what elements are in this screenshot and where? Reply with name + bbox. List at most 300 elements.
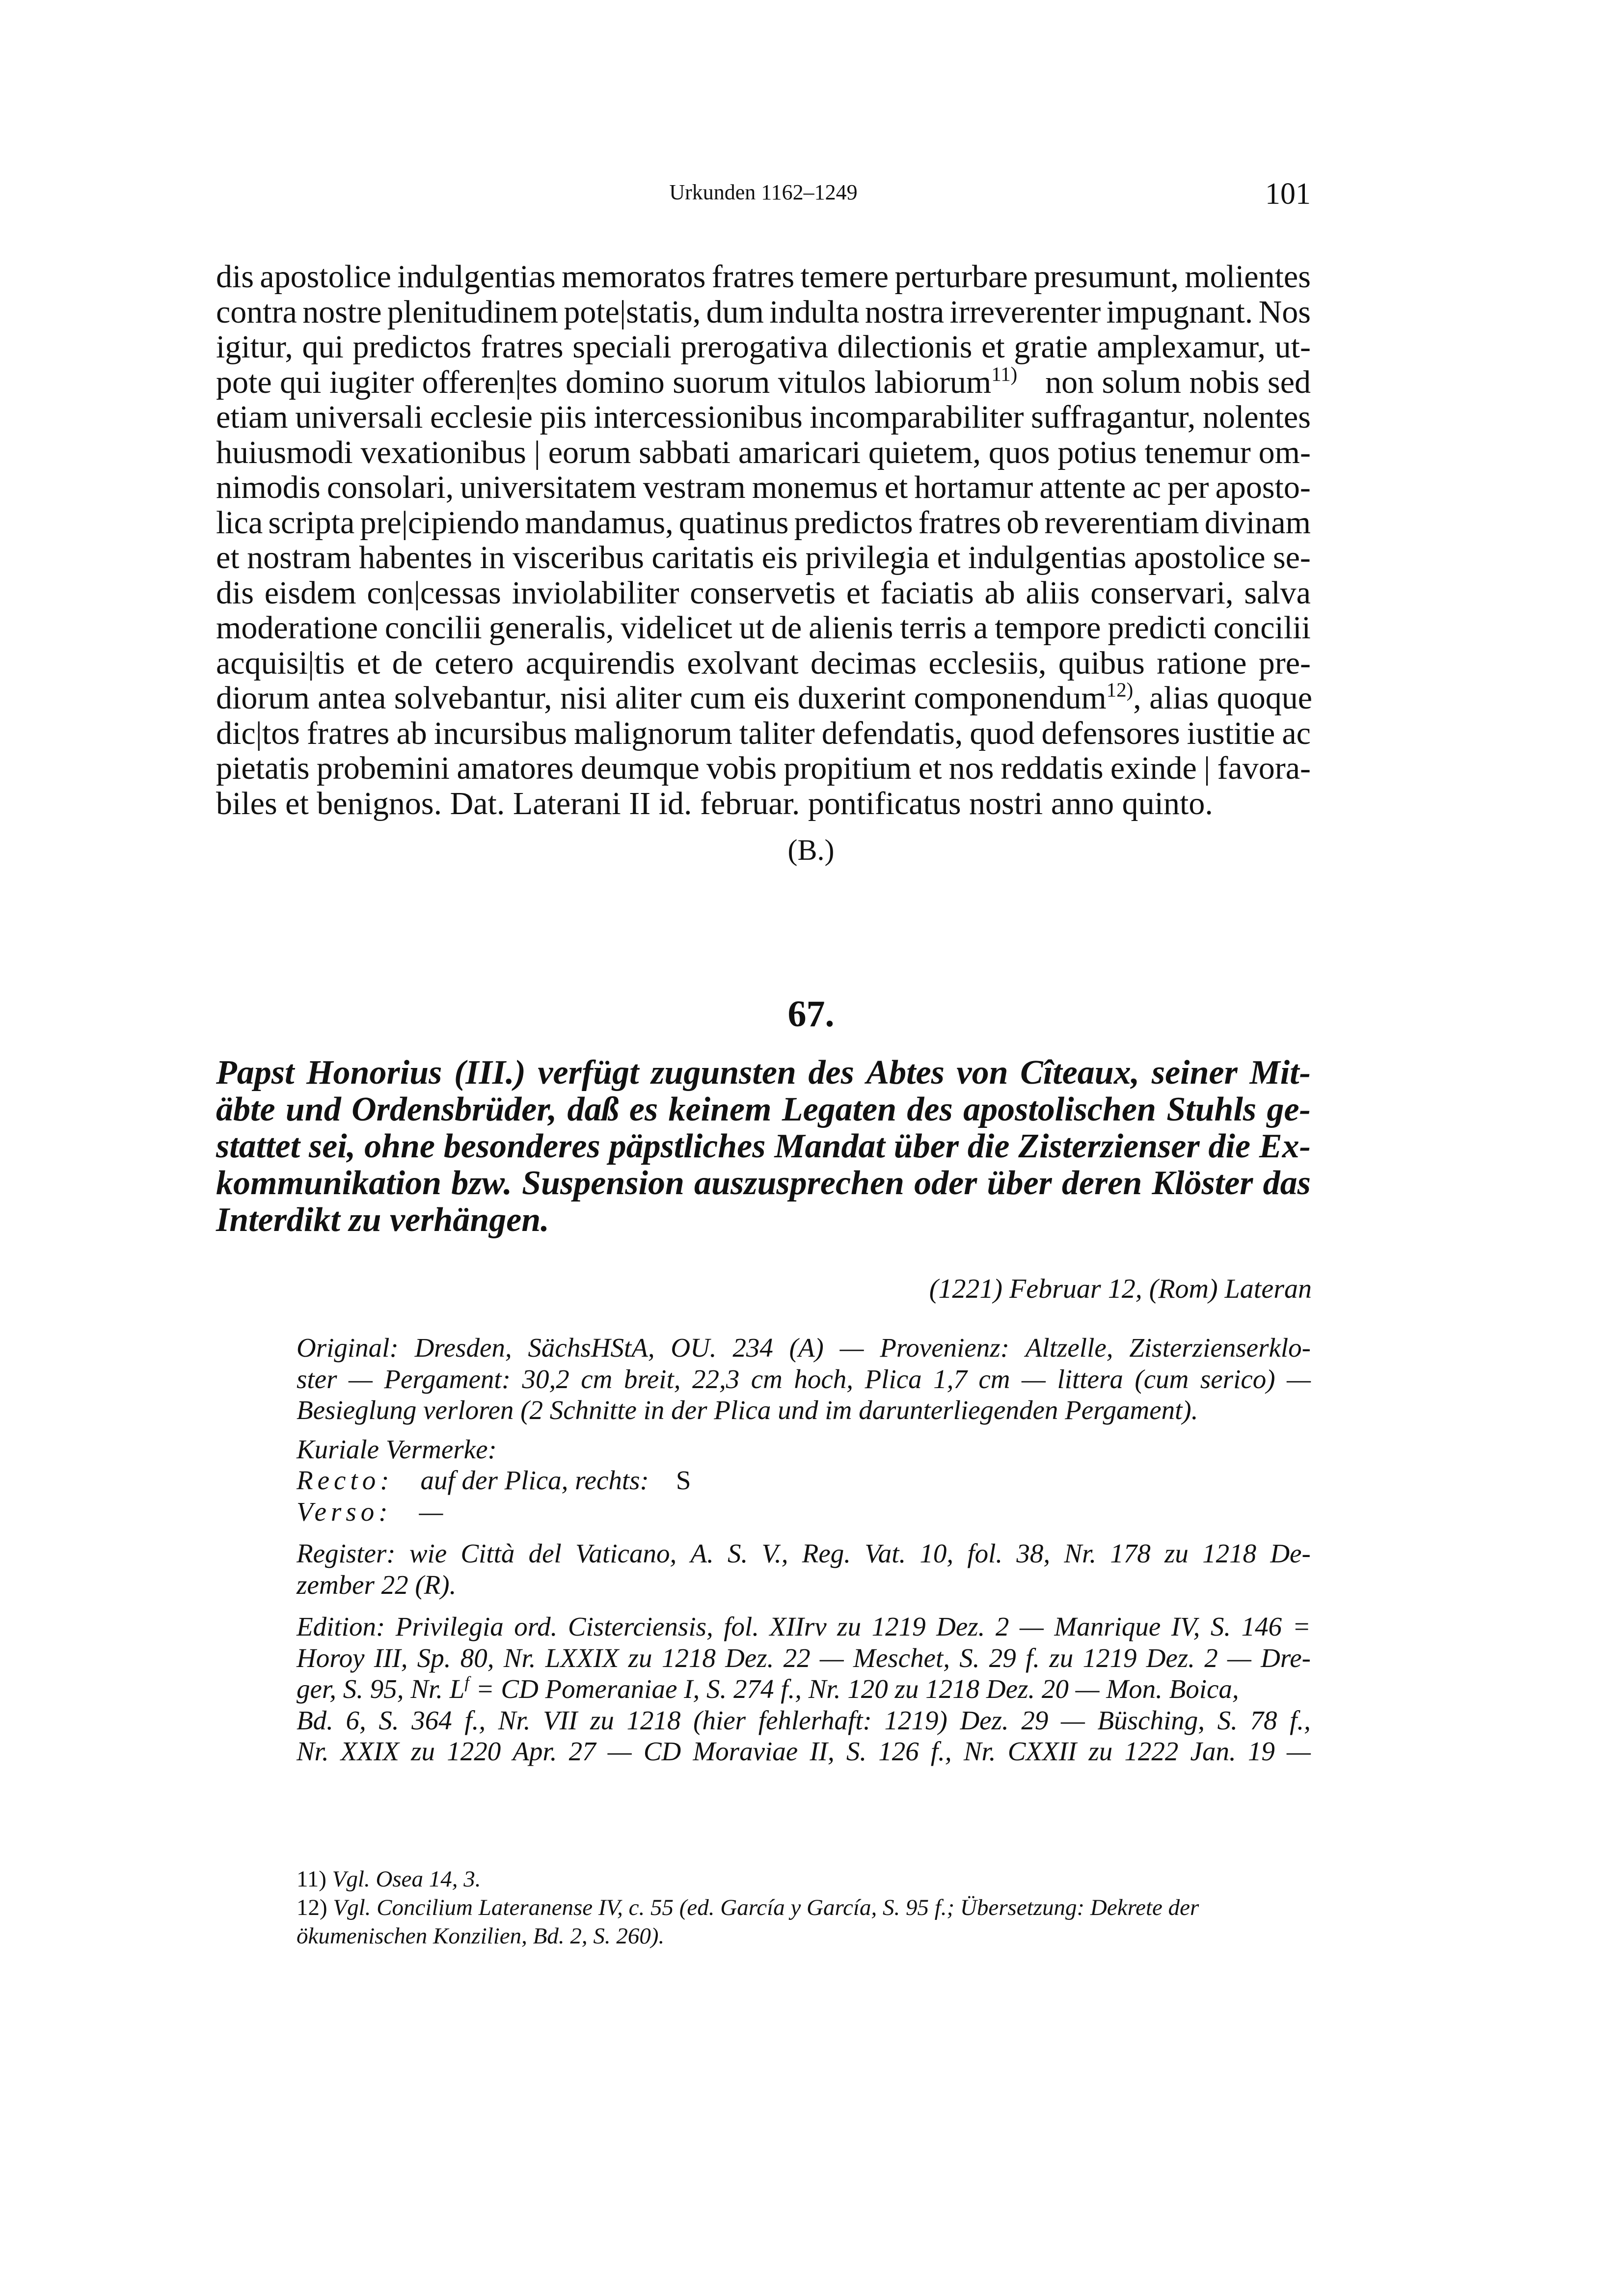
word: 22 [783,1642,811,1673]
word: ratione [1157,645,1247,681]
footnote-ref-11[interactable]: 11) [991,362,1018,385]
word: VII [543,1705,578,1735]
word: daß [567,1091,619,1128]
word: Mandat [774,1127,885,1165]
word: et [846,574,870,611]
word: 30,2 [522,1364,569,1394]
word: 27 [568,1736,596,1766]
word: zugunsten [651,1054,796,1092]
word: cm [581,1364,613,1394]
word: ster [297,1364,337,1394]
charter-text [216,259,1311,821]
word: prerogativa [680,329,828,365]
word: attente [1039,469,1126,505]
word: V., [761,1538,788,1568]
word: Plica [865,1364,922,1394]
word: concilii [1213,610,1311,646]
word: S. [846,1736,867,1766]
word: amplexamur, [1097,329,1266,365]
word: Bd. [297,1705,333,1735]
word: visceribus [513,540,644,575]
word: (A) [789,1333,824,1363]
regest-line [216,1165,1311,1202]
word: (hier [693,1705,746,1735]
word: faciatis [880,574,974,611]
text-line [216,470,1311,505]
word: conservari, [1090,574,1234,611]
word: fratres [711,259,795,295]
word: (III.) [454,1054,526,1092]
word: scripta [268,504,355,541]
word: apostolice [1134,540,1266,575]
word: privilegia [805,540,930,575]
word: et [216,540,240,575]
word: Nr. [498,1705,531,1735]
word: 22,3 [692,1364,740,1394]
line-text: pote qui iugiter offeren|tes domino suorum vitulos labiorum [216,364,992,400]
footnote-number: 12) [297,1895,327,1920]
word: reverentiam [1044,504,1199,541]
text-line [216,646,1311,681]
word: malignorum [574,715,732,751]
text-line [216,400,1311,435]
word: über [893,1127,959,1165]
word: consolari, [326,469,454,505]
word: | [1203,750,1211,786]
word: quatinus [678,504,789,541]
word: reddatis [1000,750,1104,786]
word: ut- [1274,329,1311,365]
word: ecclesiis, [928,645,1047,681]
word: Dez. [725,1642,774,1673]
word: aliis [1026,574,1080,611]
word: indulgentias [968,540,1127,575]
word: om- [1258,434,1311,470]
word: vobis [706,750,777,786]
word: besonderes [443,1127,600,1165]
word: III, [374,1642,408,1673]
word: potius [1057,434,1137,470]
word: S. [728,1538,748,1568]
original-line [297,1332,1311,1364]
word: acquisi|tis [216,645,345,681]
word: S. [1217,1705,1238,1735]
word: ecclesie [430,399,533,435]
word: tempore [995,610,1101,646]
word: dum [706,294,764,330]
word: päpstliches [609,1127,766,1165]
page-header [216,177,1311,216]
kuriale-label: Kuriale Vermerke: [297,1434,497,1464]
regest-line: Interdikt zu verhängen. [216,1201,549,1239]
word: apostolice [260,259,391,295]
word: de [392,645,423,681]
word: Dez. [960,1705,1009,1735]
word: wie [409,1538,447,1568]
word: ut [739,610,764,646]
word: 1219) [884,1705,947,1735]
recto-text: auf der Plica, rechts: [420,1465,649,1495]
word: Dresden, [414,1333,512,1363]
word: Honorius [306,1054,442,1092]
word: S. [1210,1612,1231,1641]
page-number: 101 [1265,177,1311,211]
word: dis [216,259,254,295]
word: dis [216,574,254,611]
word: alienis [809,610,893,646]
word: Büsching, [1097,1705,1205,1735]
word: qui [302,329,344,365]
word: memoratos [562,259,706,295]
word: se- [1272,540,1311,575]
word: ac [1132,469,1162,505]
word: amatores [457,750,574,786]
word: lica [216,504,263,541]
word: 234 [732,1333,773,1363]
word: con|cessas [367,574,501,611]
word: quod [970,715,1035,751]
word: 19 [1247,1736,1275,1766]
word: Suspension [522,1164,684,1202]
word: 1219 [871,1612,926,1641]
word: defendatis, [821,715,963,751]
word: Legaten [782,1091,897,1128]
word: littera [1057,1364,1123,1394]
word: Città [460,1538,515,1568]
text-line [216,751,1311,786]
word: OU. [671,1333,717,1363]
word: des [907,1091,953,1128]
word: Zisterzienserklo- [1129,1333,1311,1363]
text-line [216,295,1311,330]
word: cm [751,1364,783,1394]
word: das [1263,1164,1311,1202]
word: fehlerhaft: [758,1705,872,1735]
word: pre- [1258,645,1311,681]
footnote-number: 11) [297,1866,326,1892]
word: ab [984,574,1015,611]
word: nostram [247,540,351,575]
word: fratres [481,329,564,365]
word: zu [411,1736,435,1766]
regest-line [216,1091,1311,1128]
footnote-12 [297,1893,1311,1922]
word: habentes [359,540,473,575]
word: S. [378,1705,399,1735]
word: = [1292,1612,1311,1641]
word: intercessionibus [594,399,803,435]
word: deumque [580,750,700,786]
text-line [216,716,1311,751]
word: decimas [810,645,917,681]
word: 1218 [1202,1538,1257,1568]
word: A. [690,1538,714,1568]
word: dilectionis [837,329,973,365]
word: sabbati [639,434,731,470]
word: es [629,1091,658,1128]
document-number: 67. [787,993,835,1035]
word: fratres [918,504,1001,541]
word: zu [590,1705,614,1735]
word: et [937,540,961,575]
word: cm [978,1364,1010,1394]
superscript-f: f [464,1673,469,1692]
text-line [216,610,1311,646]
word: 10, [919,1538,954,1568]
apparatus [297,1332,1311,1767]
word: Moraviae [693,1736,798,1766]
word: Provenienz: [880,1333,1010,1363]
word: — [819,1642,844,1673]
word: salva [1244,574,1311,611]
word: über [987,1164,1052,1202]
word: zu [1088,1736,1113,1766]
word: divinam [1204,504,1311,541]
word: — [607,1736,632,1766]
word: incomparabiliter [810,399,1024,435]
word: huiusmodi [216,434,353,470]
word: f. [1026,1642,1040,1673]
word: monemus [752,469,878,505]
word: ohne [364,1127,435,1165]
running-head: Urkunden 1162–1249 [669,180,858,204]
word: XIIrv [769,1612,827,1641]
word: sei, [308,1127,356,1165]
word: — [1227,1642,1251,1673]
word: vestram [643,469,746,505]
word: del [528,1538,562,1568]
edition-line [297,1705,1311,1736]
word: predictos [352,329,472,365]
verso-label: Verso: [297,1496,392,1527]
word: die [1208,1127,1251,1165]
word: defensores [1041,715,1180,751]
word: et [981,329,1005,365]
regest-line [216,1128,1311,1165]
footnote-text: ökumenischen Konzilien, Bd. 2, S. 260). [297,1923,665,1949]
word: ob [1006,504,1039,541]
word: apostolischen [963,1091,1156,1128]
word: kommunikation [216,1164,442,1202]
word: seiner [1151,1054,1238,1092]
word: universali [295,399,423,435]
word: 1220 [447,1736,501,1766]
word: 364 [411,1705,452,1735]
word: — [1287,1736,1311,1766]
register-line: zember 22 (R). [297,1569,457,1600]
word: 178 [1110,1538,1151,1568]
word: speciali [572,329,672,365]
footnote-11 [297,1865,1311,1893]
word: 146 [1241,1612,1282,1641]
word: — [1019,1612,1044,1641]
word: indulgentias [397,259,556,295]
word: de [771,610,802,646]
word: Zisterzienser [1018,1127,1200,1165]
word: dic|tos [216,715,300,751]
word: 1,7 [933,1364,967,1394]
word: gratie [1014,329,1088,365]
word: nostra [865,294,945,330]
word: suffragantur, [1031,399,1196,435]
text-line [216,540,1311,575]
word: f., [1290,1705,1311,1735]
word: von [956,1054,1008,1092]
recto-line [297,1465,1311,1496]
word: pietatis [216,750,310,786]
word: eisdem [264,574,356,611]
word: LXXIX [545,1642,619,1673]
word: acquirendis [525,645,676,681]
word: terris [900,610,967,646]
word: Edition: [297,1612,385,1641]
word: CXXII [1007,1736,1077,1766]
regest [216,1054,1311,1238]
edition-line [297,1642,1311,1674]
word: iustitie [1187,715,1275,751]
word: inviolabiliter [512,574,679,611]
word: mandamus, [525,504,674,541]
dating-line: (1221) Februar 12, (Rom) Lateran [929,1274,1312,1304]
word: auszusprechen [694,1164,904,1202]
word: cetero [434,645,514,681]
word: De- [1270,1538,1311,1568]
word: 38, [1016,1538,1051,1568]
word: concilii [384,610,482,646]
word: XXIX [340,1736,399,1766]
word: | [534,434,541,470]
word: favora- [1217,750,1311,786]
word: quos [988,434,1050,470]
word: 80, [460,1642,494,1673]
text-segment [216,362,1018,400]
word: piis [540,399,587,435]
word: pre|cipiendo [360,504,520,541]
word: pote|statis, [564,294,701,330]
word: ac [1282,715,1311,751]
word: Stuhls [1166,1091,1257,1128]
word: Horoy [297,1642,365,1673]
word: Privilegia [395,1612,504,1641]
word: Altzelle, [1025,1333,1113,1363]
word: S. [959,1642,980,1673]
word: eorum [548,434,631,470]
word: Nr. [1064,1538,1097,1568]
word: Reg. [802,1538,851,1568]
recto-label: Recto: [297,1465,394,1495]
word: presumunt, [1033,259,1179,295]
word: — [349,1364,373,1394]
word: 29 [989,1642,1016,1673]
word: nos [948,750,994,786]
word: äbte [216,1091,275,1128]
word: indulta [769,294,860,330]
word: quietem, [868,434,981,470]
word: Pergament: [384,1364,511,1394]
word: — [1061,1705,1085,1735]
line-text: ger, S. 95, Nr. L [297,1674,465,1704]
word: deren [1061,1164,1142,1202]
original-line: Besieglung verloren (2 Schnitte in der Plica und im darunterliegenden Pergament). [297,1395,1198,1425]
word: IV, [1171,1612,1200,1641]
word: zu [628,1642,652,1673]
word: amaricari [738,434,861,470]
word: ge- [1267,1091,1311,1128]
edition-line [297,1611,1311,1642]
word: breit, [623,1364,681,1394]
text-line [216,259,1311,295]
footnote-ref-12[interactable]: 12) [1106,679,1134,701]
word: Original: [297,1333,399,1363]
word: 126 [878,1736,919,1766]
word: impugnant. [1106,294,1253,330]
word: zu [1049,1642,1074,1673]
word: nolentes [1202,399,1311,435]
register-line [297,1538,1311,1569]
line-text: = CD Pomeraniae I, S. 274 f., Nr. 120 zu 1218 Dez. 20 — Mon. Boica, [469,1674,1239,1704]
word: ord. [514,1612,558,1641]
word: 1218 [626,1705,681,1735]
word: — [1022,1364,1046,1394]
word: fol. [967,1538,1003,1568]
footnote-text: Vgl. Concilium Lateranense IV, c. 55 (ed. García y García, S. 95 f.; Übersetzung: Dekrete der [333,1895,1199,1920]
word: verfügt [538,1054,639,1092]
word: Cisterciensis, [568,1612,713,1641]
text-segment [216,681,1312,716]
line-text: diorum antea solvebantur, nisi aliter cum eis duxerint componendum [216,680,1107,716]
word: Nr. [503,1642,536,1673]
word: et [918,750,942,786]
word: fol. [724,1612,759,1641]
word: igitur, [216,329,293,365]
word: Manrique [1054,1612,1161,1641]
word: serico) [1200,1364,1275,1394]
word: f., [464,1705,486,1735]
word: 1219 [1082,1642,1137,1673]
word: (cum [1135,1364,1189,1394]
text-line [216,681,1311,716]
word: Vaticano, [575,1538,677,1568]
footnote-12-cont [297,1922,1311,1950]
word: bzw. [451,1164,513,1202]
text-segment: non solum nobis sed [1045,364,1311,400]
word: Dre- [1261,1642,1311,1673]
word: die [967,1127,1010,1165]
word: und [285,1091,341,1128]
word: II, [810,1736,835,1766]
word: taliter [739,715,815,751]
word: etiam [216,399,288,435]
word: Nos [1258,294,1311,330]
word: — [839,1333,864,1363]
footnotes [297,1865,1311,1950]
word: Papst [216,1054,295,1092]
word: Mit- [1249,1054,1311,1092]
word: aposto- [1215,469,1311,505]
word: CD [643,1736,681,1766]
word: predictos [794,504,913,541]
word: Vat. [865,1538,906,1568]
word: plenitudinem [387,294,559,330]
word: conservetis [690,574,836,611]
word: Register: [297,1538,396,1568]
text-line [216,362,1311,400]
word: nostre [302,294,382,330]
recto-value: S [676,1465,691,1495]
verso-line [297,1496,1311,1528]
word: caritatis [651,540,755,575]
word: Klöster [1152,1164,1253,1202]
